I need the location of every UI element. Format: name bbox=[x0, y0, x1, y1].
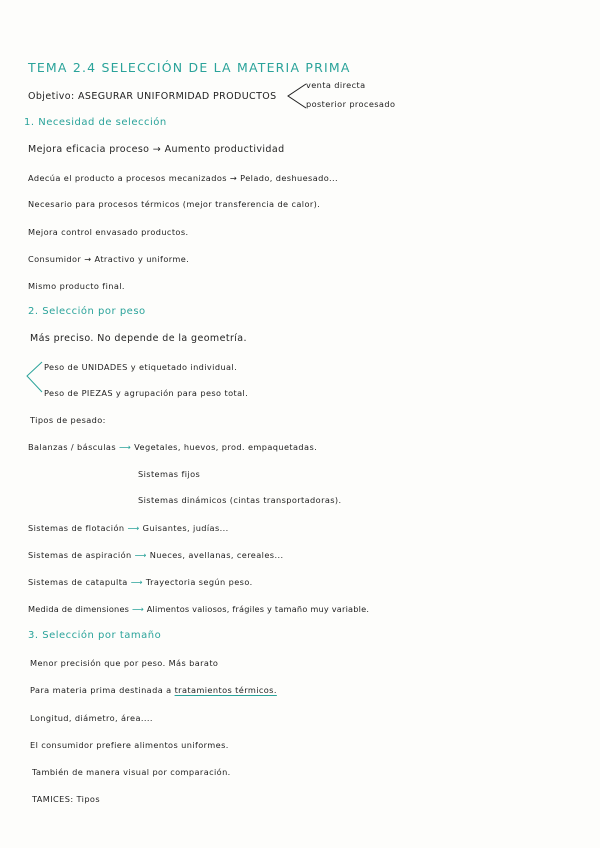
section3-line2-highlight: tratamientos térmicos. bbox=[174, 685, 277, 695]
balanzas-sub: Sistemas dinámicos (cintas transportadoras). bbox=[138, 495, 342, 505]
section3-line bbox=[30, 684, 277, 696]
system-line bbox=[28, 549, 283, 561]
system-right: Guisantes, judías... bbox=[142, 523, 229, 533]
system-line bbox=[28, 603, 369, 615]
objective-branch-procesado: posterior procesado bbox=[306, 99, 396, 109]
arrow-icon: ⟶ bbox=[130, 577, 143, 587]
arrow-icon: ⟶ bbox=[127, 523, 140, 533]
weight-brace-item: Peso de UNIDADES y etiquetado individual. bbox=[44, 362, 238, 372]
balanzas-line bbox=[28, 441, 317, 453]
section1-line: Necesario para procesos térmicos (mejor transferencia de calor). bbox=[28, 199, 321, 209]
objective-brace bbox=[284, 82, 308, 110]
section3-line2-prefix: Para materia prima destinada a bbox=[30, 685, 172, 695]
section2-heading: 2. Selección por peso bbox=[28, 306, 146, 317]
objective-branch-venta: venta directa bbox=[306, 80, 366, 90]
balanzas-right: Vegetales, huevos, prod. empaquetadas. bbox=[134, 442, 318, 452]
system-left: Sistemas de flotación bbox=[28, 523, 125, 533]
section3-line: El consumidor prefiere alimentos uniformes. bbox=[30, 740, 229, 750]
arrow-icon: ⟶ bbox=[134, 550, 147, 560]
arrow-icon: ⟶ bbox=[119, 442, 132, 452]
objective-label: Objetivo: bbox=[28, 91, 75, 102]
page-title: TEMA 2.4 SELECCIÓN DE LA MATERIA PRIMA bbox=[28, 60, 351, 75]
section1-line: Mismo producto final. bbox=[28, 281, 125, 291]
section3-heading: 3. Selección por tamaño bbox=[28, 630, 162, 641]
system-right: Alimentos valiosos, frágiles y tamaño muy variable. bbox=[146, 604, 370, 614]
section1-heading: 1. Necesidad de selección bbox=[24, 117, 167, 128]
section3-line: Longitud, diámetro, área.... bbox=[30, 713, 153, 723]
section1-line: Mejora eficacia proceso → Aumento productividad bbox=[28, 144, 285, 155]
system-left: Sistemas de aspiración bbox=[28, 550, 132, 560]
weight-brace-item: Peso de PIEZAS y agrupación para peso total. bbox=[44, 388, 249, 398]
system-line bbox=[28, 576, 253, 588]
tipos-label: Tipos de pesado: bbox=[30, 415, 106, 425]
section3-line: TAMICES: Tipos bbox=[32, 794, 100, 804]
objective-line bbox=[28, 91, 277, 103]
weight-brace bbox=[24, 360, 44, 396]
section3-line: Menor precisión que por peso. Más barato bbox=[30, 658, 219, 668]
section1-line: Mejora control envasado productos. bbox=[28, 227, 189, 237]
section1-line: Adecúa el producto a procesos mecanizados → Pelado, deshuesado... bbox=[28, 173, 339, 183]
section2-precision-line: Más preciso. No depende de la geometría. bbox=[30, 333, 247, 344]
system-right: Nueces, avellanas, cereales... bbox=[149, 550, 284, 560]
arrow-icon: ⟶ bbox=[131, 604, 144, 614]
section1-line: Consumidor → Atractivo y uniforme. bbox=[28, 254, 190, 264]
objective-text: ASEGURAR UNIFORMIDAD PRODUCTOS bbox=[78, 91, 277, 102]
system-right: Trayectoria según peso. bbox=[145, 577, 253, 587]
balanzas-left: Balanzas / básculas bbox=[28, 442, 116, 452]
system-left: Medida de dimensiones bbox=[28, 604, 130, 614]
balanzas-sub: Sistemas fijos bbox=[138, 469, 201, 479]
system-line bbox=[28, 522, 229, 534]
system-left: Sistemas de catapulta bbox=[28, 577, 128, 587]
section3-line: También de manera visual por comparación. bbox=[32, 767, 231, 777]
